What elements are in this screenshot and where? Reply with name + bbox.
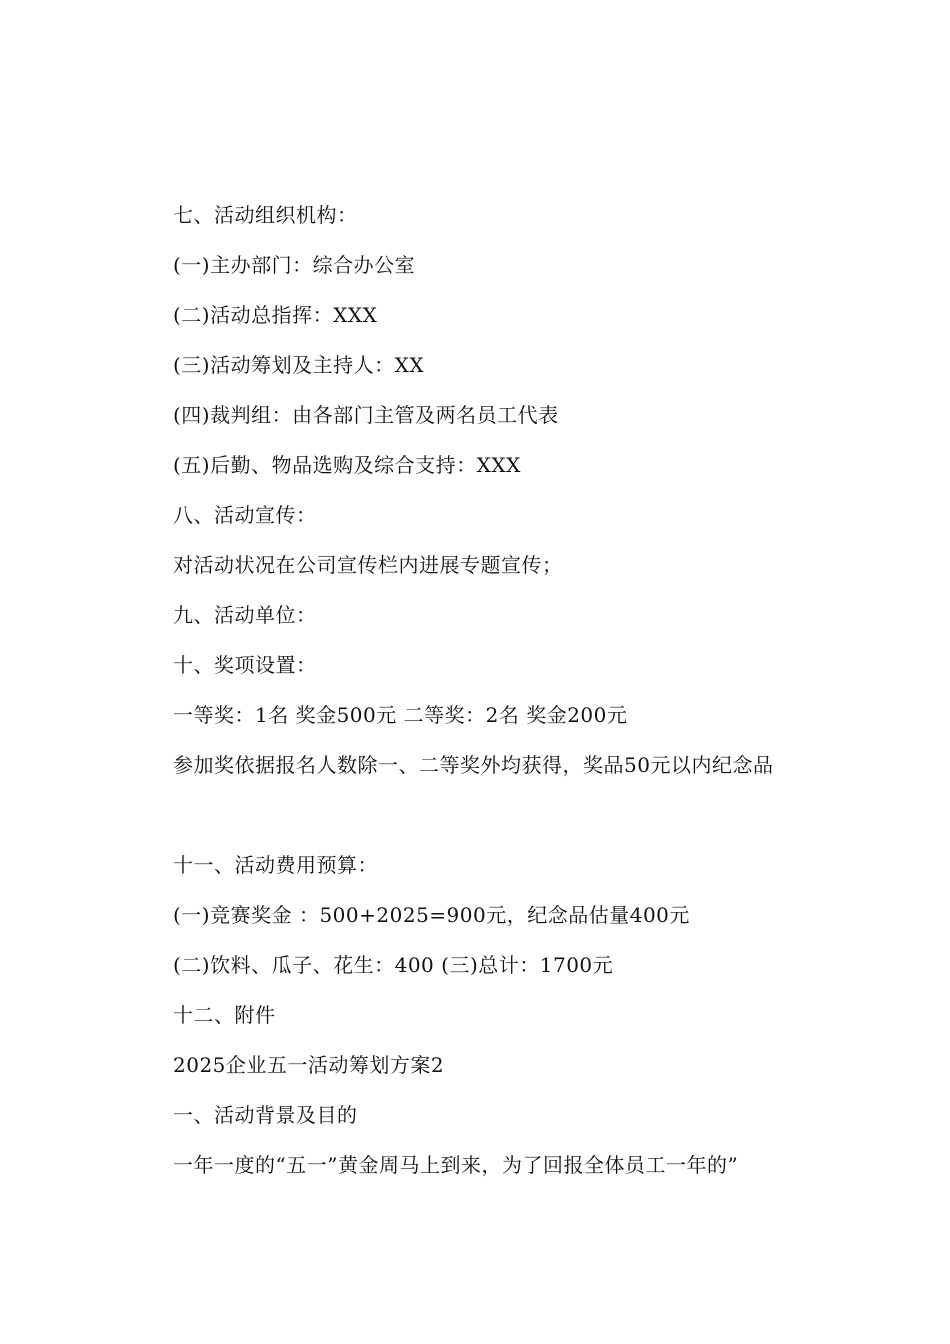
- section-heading-awards: 十、奖项设置：: [173, 653, 317, 677]
- section-heading-budget: 十一、活动费用预算：: [173, 853, 378, 877]
- text-line-prizes: 一等奖：1名 奖金500元 二等奖：2名 奖金200元: [173, 703, 628, 727]
- text-line-participation-prize: 参加奖依据报名人数除一、二等奖外均获得，奖品50元以内纪念品: [173, 753, 774, 777]
- section-heading-promotion: 八、活动宣传：: [173, 503, 317, 527]
- text-line-host-department: (一)主办部门：综合办公室: [173, 253, 416, 277]
- section-heading-units: 九、活动单位：: [173, 603, 317, 627]
- text-line-commander: (二)活动总指挥：XXX: [173, 303, 378, 327]
- text-line-prize-money: (一)竞赛奖金 ：500+2025=900元，纪念品估量400元: [173, 903, 690, 927]
- section-heading-background: 一、活动背景及目的: [173, 1103, 358, 1127]
- section-heading-organization: 七、活动组织机构：: [173, 203, 358, 227]
- blank-line: [173, 790, 913, 840]
- text-line-background: 一年一度的“五一”黄金周马上到来，为了回报全体员工一年的”: [173, 1153, 739, 1177]
- text-line-promotion: 对活动状况在公司宣传栏内进展专题宣传；: [173, 553, 563, 577]
- text-line-logistics: (五)后勤、物品选购及综合支持：XXX: [173, 453, 521, 477]
- text-line-refreshments-total: (二)饮料、瓜子、花生：400 (三)总计：1700元: [173, 953, 614, 977]
- document-body: [173, 190, 913, 1190]
- plan-title-2: 2025企业五一活动筹划方案2: [173, 1053, 445, 1077]
- section-heading-attachment: 十二、附件: [173, 1003, 276, 1027]
- text-line-judges: (四)裁判组：由各部门主管及两名员工代表: [173, 403, 559, 427]
- text-line-planner-host: (三)活动筹划及主持人：XX: [173, 353, 425, 377]
